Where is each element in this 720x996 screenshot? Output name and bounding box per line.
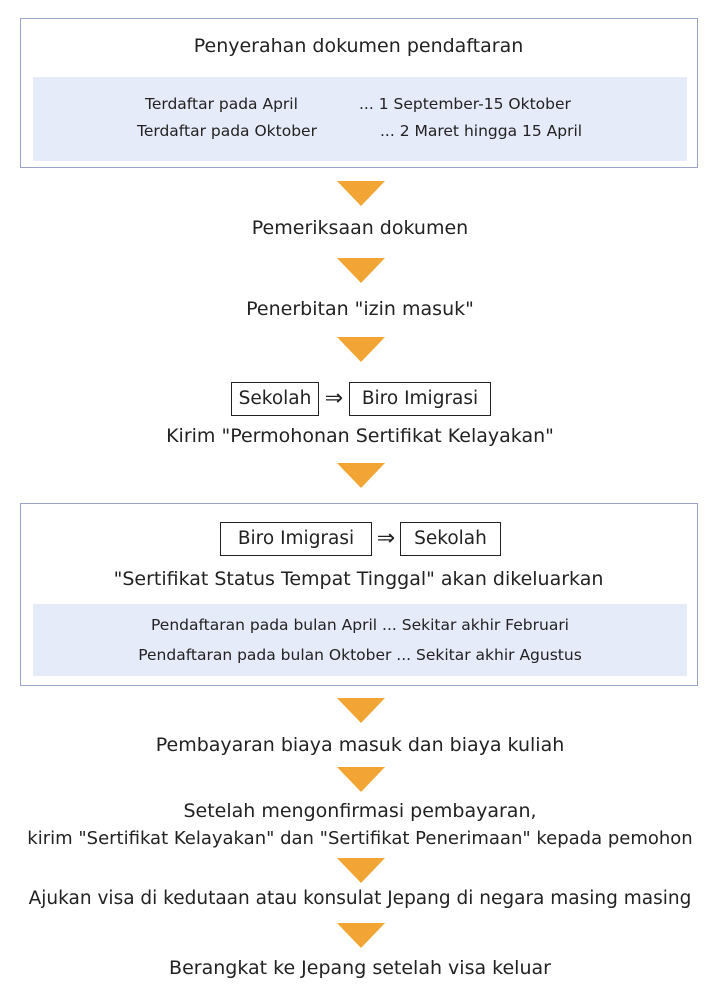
issue-october-row: Pendaftaran pada bulan Oktober ... Sekitar akhir Agustus: [138, 646, 582, 664]
sender-school-tag: Sekolah: [231, 382, 319, 416]
submission-period-panel: [33, 77, 687, 161]
step-departure: Berangkat ke Jepang setelah visa keluar: [169, 957, 551, 979]
issue-period-panel: [33, 604, 687, 676]
direction-arrow-icon: ⇒: [376, 526, 396, 551]
issue-april-row: Pendaftaran pada bulan April ... Sekitar akhir Februari: [150, 616, 569, 634]
receiver-school-tag: Sekolah: [400, 522, 501, 556]
flow-arrow-icon: [337, 923, 385, 948]
direction-arrow-icon: ⇒: [324, 386, 344, 411]
flow-arrow-icon: [337, 337, 385, 362]
flow-arrow-icon: [337, 698, 385, 723]
sender-immigration-tag: Biro Imigrasi: [220, 522, 372, 556]
flow-arrow-icon: [337, 181, 385, 206]
step-payment-confirmation-line1: Setelah mengonfirmasi pembayaran,: [183, 800, 537, 822]
flow-arrow-icon: [337, 858, 385, 883]
period-april-label: Terdaftar pada April: [145, 95, 298, 113]
step-visa-application: Ajukan visa di kedutaan atau konsulat Jepang di negara masing masing: [28, 888, 692, 909]
flow-arrow-icon: [337, 767, 385, 792]
step-fee-payment: Pembayaran biaya masuk dan biaya kuliah: [155, 734, 565, 756]
flow-arrow-icon: [337, 463, 385, 488]
period-october-value: ... 2 Maret hingga 15 April: [380, 122, 583, 140]
step-document-submission-box: [20, 18, 698, 168]
step-document-submission-title: Penyerahan dokumen pendaftaran: [193, 35, 524, 57]
step-residence-certificate-box: [20, 503, 698, 686]
step-residence-certificate-title: "Sertifikat Status Tempat Tinggal" akan dikeluarkan: [113, 568, 604, 590]
step-send-coe-application: Kirim "Permohonan Sertifikat Kelayakan": [166, 425, 554, 447]
period-october-label: Terdaftar pada Oktober: [137, 122, 317, 140]
receiver-immigration-tag: Biro Imigrasi: [349, 382, 491, 416]
flow-arrow-icon: [337, 258, 385, 283]
period-april-value: ... 1 September-15 Oktober: [359, 95, 571, 113]
step-entry-permit: Penerbitan "izin masuk": [246, 298, 474, 320]
step-payment-confirmation-line2: kirim "Sertifikat Kelayakan" dan "Sertifikat Penerimaan" kepada pemohon: [27, 828, 693, 849]
step-document-review: Pemeriksaan dokumen: [251, 217, 469, 239]
